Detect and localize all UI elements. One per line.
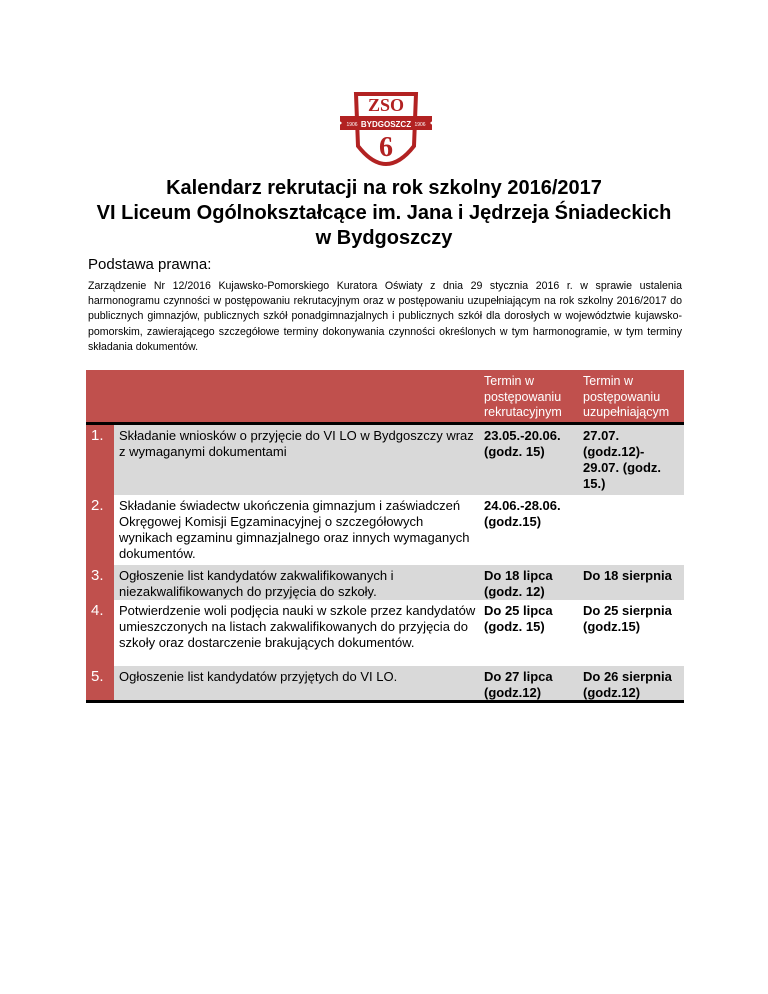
table-row xyxy=(86,666,684,702)
page-title xyxy=(0,176,768,251)
table-header xyxy=(86,370,684,425)
row-recruitment-term: Do 18 lipca (godz. 12) xyxy=(484,568,553,599)
row-description: Ogłoszenie list kandydatów zakwalifikowanych i niezakwalifikowanych do przyjęcia do szkoły. xyxy=(119,568,394,599)
school-logo xyxy=(334,86,438,186)
logo-number: 6 xyxy=(379,132,393,163)
legal-basis-label: Podstawa prawna: xyxy=(88,256,212,273)
row-supplementary-term: 27.07. (godz.12)- 29.07. (godz. 15.) xyxy=(583,428,662,491)
row-recruitment-term: Do 25 lipca (godz. 15) xyxy=(484,603,553,634)
title-line-1: Kalendarz rekrutacji na rok szkolny 2016/2017 xyxy=(166,177,602,199)
row-description: Potwierdzenie woli podjęcia nauki w szkole przez kandydatów umieszczonych na listach zakwalifikowanych do przyjęcia do szkoły oraz dostarczenie brakujących dokumentów. xyxy=(119,603,476,650)
header-recruitment-term: Termin w postępowaniu rekrutacyjnym xyxy=(484,374,562,419)
row-supplementary-term: Do 18 sierpnia xyxy=(583,568,672,583)
row-number: 3. xyxy=(86,565,114,600)
header-supplementary-term: Termin w postępowaniu uzupełniającym xyxy=(583,374,670,419)
row-number: 5. xyxy=(86,666,114,702)
table-row xyxy=(86,495,684,565)
recruitment-table xyxy=(86,370,684,702)
table-bottom-rule xyxy=(86,700,684,703)
logo-top-text: ZSO xyxy=(367,95,405,115)
table-row xyxy=(86,565,684,600)
logo-ribbon-text: BYDGOSZCZ xyxy=(360,120,412,129)
row-description: Składanie wniosków o przyjęcie do VI LO w Bydgoszczy wraz z wymaganymi dokumentami xyxy=(119,428,474,459)
row-supplementary-term: Do 26 sierpnia (godz.12) xyxy=(583,669,672,700)
logo-left-tag: 1906 xyxy=(346,122,358,128)
row-description: Ogłoszenie list kandydatów przyjętych do VI LO. xyxy=(119,669,398,684)
row-recruitment-term: 23.05.-20.06. (godz. 15) xyxy=(484,428,561,459)
legal-basis-text: Zarządzenie Nr 12/2016 Kujawsko-Pomorskiego Kuratora Oświaty z dnia 29 stycznia 2016 r. w sprawie ustalenia harmonogramu czynności w postępowaniu rekrutacyjnym oraz w postępowaniu uzupełniającym na rok szkolny 2016/2017 do publicznych gimnazjów, publicznych szkół ponadgimnazjalnych i publicznych szkół dla dorosłych w województwie kujawsko-pomorskim, zawierającego szczegółowe terminy dokonywania czynności określonych w tym harmonogramie, w tym terminy składania dokumentów. xyxy=(88,280,682,353)
row-number: 1. xyxy=(86,425,114,495)
row-number: 4. xyxy=(86,600,114,666)
title-line-2: VI Liceum Ogólnokształcące im. Jana i Jędrzeja Śniadeckich xyxy=(96,202,672,224)
table-row xyxy=(86,600,684,666)
row-recruitment-term: Do 27 lipca (godz.12) xyxy=(484,669,553,700)
row-supplementary-term: Do 25 sierpnia (godz.15) xyxy=(583,603,672,634)
row-recruitment-term: 24.06.-28.06. (godz.15) xyxy=(484,498,561,529)
row-number: 2. xyxy=(86,495,114,565)
logo-right-tag: 1906 xyxy=(414,122,426,128)
title-line-3: w Bydgoszczy xyxy=(315,227,453,249)
table-row xyxy=(86,425,684,495)
row-description: Składanie świadectw ukończenia gimnazjum i zaświadczeń Okręgowej Komisji Egzaminacyjnej o szczegółowych wynikach egzaminu gimnazjalnego oraz innych wymaganych dokumentów. xyxy=(119,498,470,561)
